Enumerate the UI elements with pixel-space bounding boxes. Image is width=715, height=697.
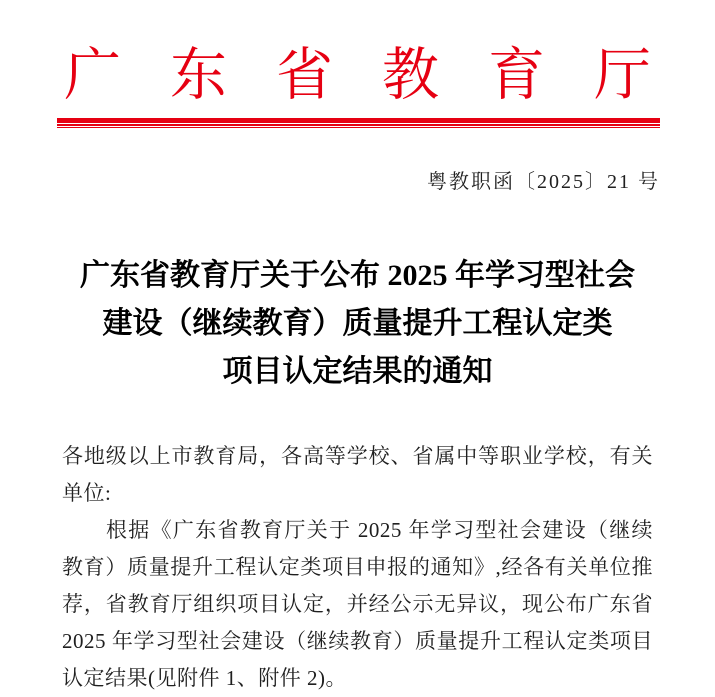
notice-title-line-1: 广东省教育厅关于公布 2025 年学习型社会 <box>80 259 635 292</box>
agency-name: 广东省教育厅 <box>64 44 700 107</box>
salutation: 各地级以上市教育局，各高等学校、省属中等职业学校，有关单位: <box>62 444 653 505</box>
letterhead <box>0 0 715 108</box>
notice-body <box>62 438 653 697</box>
notice-title <box>0 252 715 396</box>
notice-title-line-3: 项目认定结果的通知 <box>222 355 493 388</box>
letterhead-divider <box>57 118 660 128</box>
notice-title-line-2: 建设（继续教育）质量提升工程认定类 <box>102 307 613 340</box>
body-paragraph: 根据《广东省教育厅关于 2025 年学习型社会建设（继续教育）质量提升工程认定类项目申报的通知》,经各有关单位推荐，省教育厅组织项目认定，并经公示无异议，现公布广东省 2025 年学习型社会建设（继续教育）质量提升工程认定类项目认定结果(见附件 1、附件 2)。 <box>62 518 653 690</box>
document-number: 粤教职函〔2025〕21 号 <box>427 171 660 193</box>
